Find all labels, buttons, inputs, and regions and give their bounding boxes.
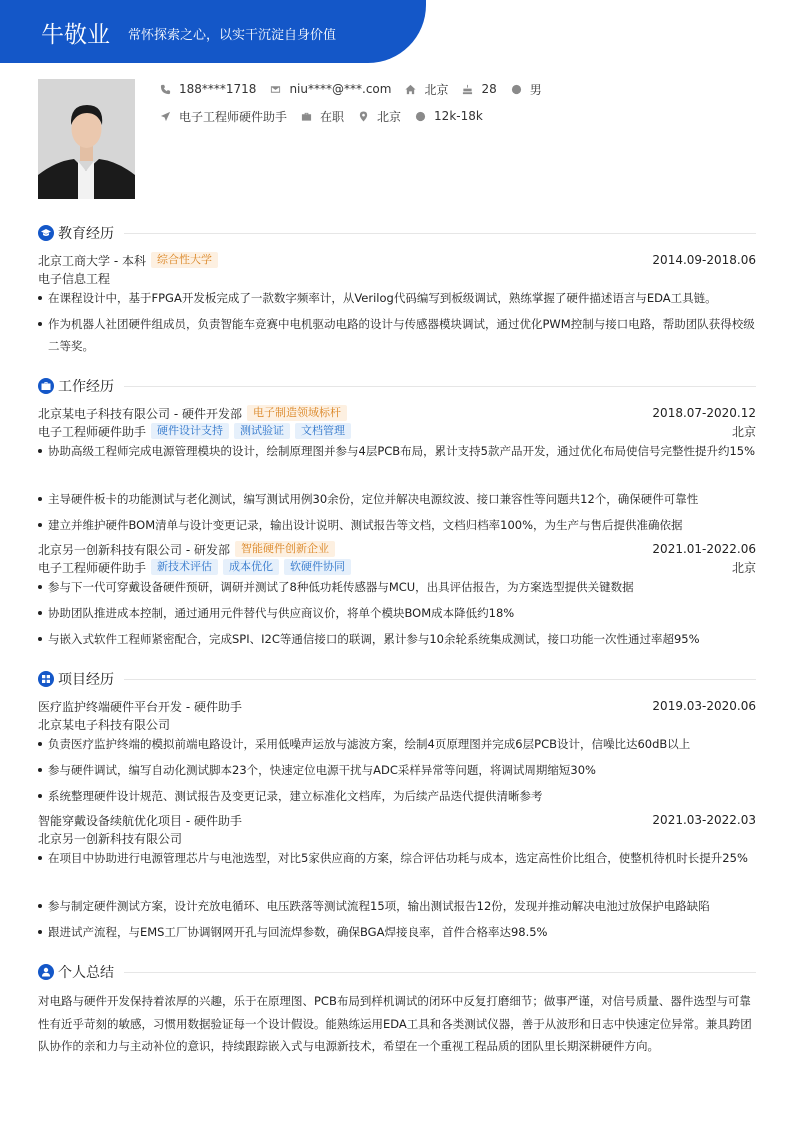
company-tag: 智能硬件创新企业 <box>235 541 335 557</box>
summary-section-header <box>38 962 756 982</box>
work-bullet: 协助团队推进成本控制，通过通用元件替代与供应商议价，将单个模块BOM成本降低约18% <box>38 602 756 624</box>
education-bullet: 作为机器人社团硬件组成员，负责智能车竞赛中电机驱动电路的设计与传感器模块调试，通过优化PWM控制与接口电路，帮助团队获得校级二等奖。 <box>38 313 756 357</box>
work-section-header <box>38 376 756 396</box>
major: 电子信息工程 <box>38 271 111 286</box>
project-company-row <box>38 829 756 847</box>
company-name: 北京另一创新科技有限公司 - 研发部 <box>38 542 230 557</box>
contact-row-2 <box>160 107 497 125</box>
age-text: 28 <box>481 82 497 96</box>
company-tag: 电子制造领域标杆 <box>247 405 347 421</box>
section-divider <box>124 972 756 973</box>
grid-icon <box>38 671 54 687</box>
project-bullet: 跟进试产流程，与EMS工厂协调钢网开孔与回流焊参数，确保BGA焊接良率，首件合格率达98.5% <box>38 921 756 943</box>
education-major-row <box>38 269 756 287</box>
skill-tag: 新技术评估 <box>151 559 218 575</box>
send-icon <box>160 111 171 122</box>
project-date: 2019.03-2020.06 <box>652 699 756 713</box>
education-section-header <box>38 223 756 243</box>
job-target-item <box>160 108 287 125</box>
contact-row-1 <box>160 80 556 98</box>
candidate-name: 牛敬业 <box>41 22 110 48</box>
target-city-text: 北京 <box>377 109 402 124</box>
work-date: 2018.07-2020.12 <box>652 406 756 420</box>
age-item <box>462 82 496 96</box>
work-date: 2021.01-2022.06 <box>652 542 756 556</box>
work-icon <box>38 378 54 394</box>
gender-item <box>511 81 542 98</box>
project-bullet: 在项目中协助进行电源管理芯片与电池选型，对比5家供应商的方案，综合评估功耗与成本，选定高性价比组合，使整机待机时长提升25% <box>38 847 756 869</box>
candidate-motto: 常怀探索之心，以实干沉淀自身价值 <box>128 28 337 43</box>
education-title: 教育经历 <box>58 226 114 242</box>
school-tag: 综合性大学 <box>151 252 218 268</box>
work-bullet: 协助高级工程师完成电源管理模块的设计，绘制原理图并参与4层PCB布局，累计支持5款产品开发，通过优化布局使信号完整性提升约15% <box>38 440 756 462</box>
project-company: 北京某电子科技有限公司 <box>38 717 171 732</box>
work-company-row <box>38 404 756 422</box>
project-company-row <box>38 715 756 733</box>
company-name: 北京某电子科技有限公司 - 硬件开发部 <box>38 406 242 421</box>
email-text: niu****@***.com <box>289 82 392 96</box>
project-name: 医疗监护终端硬件平台开发 - 硬件助手 <box>38 699 242 714</box>
gender-icon <box>511 84 522 95</box>
target-city-item <box>358 108 401 125</box>
section-divider <box>124 233 756 234</box>
education-school-row <box>38 251 756 269</box>
job-target-text: 电子工程师硬件助手 <box>179 109 288 124</box>
briefcase-icon <box>301 111 312 122</box>
summary-text: 对电路与硬件开发保持着浓厚的兴趣，乐于在原理图、PCB布局到样机调试的闭环中反复打磨细节；做事严谨，对信号质量、器件选型与可靠性有近乎苛刻的敏感，习惯用数据验证每一个设计假设。能熟练运用EDA工具和各类测试仪器，善于从波形和日志中快速定位异常。兼具跨团队协作的亲和力与主动补位的意识，持续跟踪嵌入式与电源新技术，希望在一个重视工程品质的团队里长期深耕硬件方向。 <box>38 994 752 1053</box>
project-bullet: 参与制定硬件测试方案，设计充放电循环、电压跌落等测试流程15项，输出测试报告12份，发现并推动解决电池过放保护电路缺陷 <box>38 895 756 917</box>
salary-icon <box>415 111 426 122</box>
summary-title: 个人总结 <box>58 965 114 981</box>
phone-text: 188****1718 <box>179 82 257 96</box>
city-item <box>405 81 448 98</box>
project-bullet: 负责医疗监护终端的模拟前端电路设计，采用低噪声运放与滤波方案，绘制4页原理图并完成6层PCB设计，信噪比达60dB以上 <box>38 733 756 755</box>
work-location: 北京 <box>731 424 756 439</box>
skill-tag: 测试验证 <box>234 423 290 439</box>
profile-photo <box>38 79 135 199</box>
salary-item <box>415 109 483 123</box>
project-bullet: 参与硬件调试，编写自动化测试脚本23个，快速定位电源干扰与ADC采样异常等问题，将调试周期缩短30% <box>38 759 756 781</box>
project-name-row <box>38 697 756 715</box>
salary-text: 12k-18k <box>434 109 483 123</box>
work-bullet: 参与下一代可穿戴设备硬件预研，调研并测试了8种低功耗传感器与MCU，出具评估报告，为方案选型提供关键数据 <box>38 576 756 598</box>
city-text: 北京 <box>424 82 449 97</box>
work-role-row <box>38 558 756 576</box>
work-bullet: 主导硬件板卡的功能测试与老化测试，编写测试用例30余份，定位并解决电源纹波、接口兼容性等问题共12个，确保硬件可靠性 <box>38 488 756 510</box>
section-divider <box>124 679 756 680</box>
skill-tag: 软硬件协同 <box>284 559 351 575</box>
phone-item <box>160 82 256 96</box>
work-role-row <box>38 422 756 440</box>
phone-icon <box>160 84 171 95</box>
work-company-row <box>38 540 756 558</box>
school-name: 北京工商大学 - 本科 <box>38 253 146 268</box>
status-text: 在职 <box>320 109 345 124</box>
home-icon <box>405 84 416 95</box>
age-icon <box>462 84 473 95</box>
location-icon <box>358 111 369 122</box>
education-bullet: 在课程设计中，基于FPGA开发板完成了一款数字频率计，从Verilog代码编写到板级调试，熟练掌握了硬件描述语言与EDA工具链。 <box>38 287 756 309</box>
graduation-cap-icon <box>38 225 54 241</box>
project-name: 智能穿戴设备续航优化项目 - 硬件助手 <box>38 813 242 828</box>
project-date: 2021.03-2022.03 <box>652 813 756 827</box>
education-date: 2014.09-2018.06 <box>652 253 756 267</box>
project-name-row <box>38 811 756 829</box>
project-title: 项目经历 <box>58 672 114 688</box>
project-section-header <box>38 669 756 689</box>
skill-tag: 文档管理 <box>295 423 351 439</box>
work-bullet: 建立并维护硬件BOM清单与设计变更记录，输出设计说明、测试报告等文档，文档归档率100%，为生产与售后提供准确依据 <box>38 514 756 536</box>
user-icon <box>38 964 54 980</box>
work-title: 工作经历 <box>58 379 114 395</box>
skill-tag: 硬件设计支持 <box>151 423 229 439</box>
mail-icon <box>270 84 281 95</box>
email-item <box>270 82 391 96</box>
project-bullet: 系统整理硬件设计规范、测试报告及变更记录，建立标准化文档库，为后续产品迭代提供清晰参考 <box>38 785 756 807</box>
role: 电子工程师硬件助手 <box>38 424 147 439</box>
gender-text: 男 <box>529 82 542 97</box>
project-company: 北京另一创新科技有限公司 <box>38 831 183 846</box>
role: 电子工程师硬件助手 <box>38 560 147 575</box>
skill-tag: 成本优化 <box>223 559 279 575</box>
work-bullet: 与嵌入式软件工程师紧密配合，完成SPI、I2C等通信接口的联调，累计参与10余轮系统集成测试，接口功能一次性通过率超95% <box>38 628 756 650</box>
work-location: 北京 <box>731 560 756 575</box>
section-divider <box>124 386 756 387</box>
status-item <box>301 108 344 125</box>
